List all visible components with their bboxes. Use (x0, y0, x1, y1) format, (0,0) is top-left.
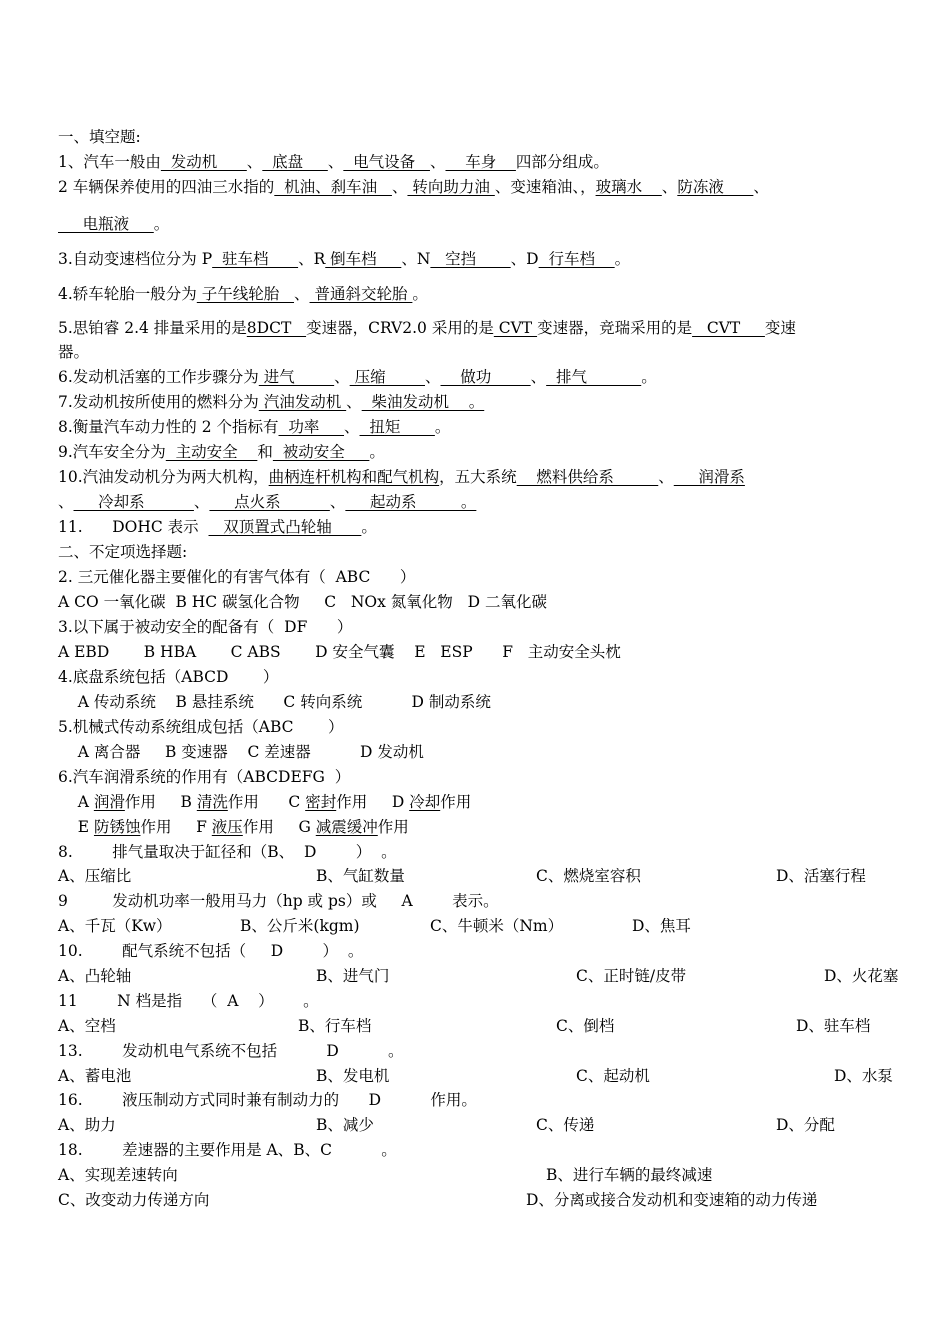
section-title-fill-blank: 一、填空题: (58, 128, 141, 146)
option-a: A、千瓦（Kw） (58, 917, 172, 935)
mc-question-8: 8. 排气量取决于缸径和（B、 D ） 。 (58, 843, 397, 861)
option-d: D、分离或接合发动机和变速箱的动力传递 (526, 1191, 818, 1209)
option-a: A、凸轮轴 (58, 967, 132, 985)
option-c: C、起动机 (576, 1067, 650, 1085)
section-title-multiple-choice: 二、不定项选择题: (58, 543, 188, 561)
option-d: D、驻车档 (796, 1017, 871, 1035)
mc-question-5: 5.机械式传动系统组成包括（ABC ） (58, 718, 344, 736)
option-c: C、改变动力传递方向 (58, 1191, 210, 1209)
mc-question-18: 18. 差速器的主要作用是 A、B、C 。 (58, 1141, 397, 1159)
option-d: D、水泵 (834, 1067, 893, 1085)
question-3: 3.自动变速档位分为 P 驻车档 、R 倒车档 、N 空挡 、D 行车档 。 (58, 250, 631, 268)
option-b: B、公斤米(kgm) (240, 917, 360, 935)
mc-question-10: 10. 配气系统不包括（ D ） 。 (58, 942, 364, 960)
question-1: 1、汽车一般由 发动机 、 底盘 、 电气设备 、 车身 四部分组成。 (58, 153, 609, 171)
option-c: C、燃烧室容积 (536, 867, 641, 885)
question-11-fill: 11. DOHC 表示 双顶置式凸轮轴 。 (58, 518, 377, 536)
option-b: B、减少 (316, 1116, 374, 1134)
option-b: B、进气门 (316, 967, 390, 985)
mc-question-6-options-2: E 防锈蚀作用 F 液压作用 G 减震缓冲作用 (58, 818, 409, 836)
question-7: 7.发动机按所使用的燃料分为 汽油发动机 、 柴油发动机 。 (58, 393, 485, 411)
question-8-fill: 8.衡量汽车动力性的 2 个指标有 功率 、 扭矩 。 (58, 418, 451, 436)
option-b: B、气缸数量 (316, 867, 405, 885)
option-a: A、实现差速转向 (58, 1166, 178, 1184)
option-d: D、分配 (776, 1116, 835, 1134)
question-2: 2 车辆保养使用的四油三水指的 机油、刹车油 、 转向助力油 、变速箱油、，玻璃水 、防冻液 、 (58, 178, 769, 196)
mc-question-5-options: A 离合器 B 变速器 C 差速器 D 发动机 (58, 743, 424, 761)
option-b: B、发电机 (316, 1067, 390, 1085)
option-c: C、正时链/皮带 (576, 967, 687, 985)
mc-question-9: 9 发动机功率一般用马力（hp 或 ps）或 A 表示。 (58, 892, 499, 910)
option-a: A、助力 (58, 1116, 116, 1134)
mc-question-2: 2. 三元催化器主要催化的有害气体有（ ABC ） (58, 568, 416, 586)
question-5: 5.思铂睿 2.4 排量采用的是8DCT 变速器，CRV2.0 采用的是 CVT 变速器，竞瑞采用的是 CVT 变速 (58, 319, 796, 337)
mc-question-4-options: A 传动系统 B 悬挂系统 C 转向系统 D 制动系统 (58, 693, 491, 711)
option-c: C、传递 (536, 1116, 595, 1134)
question-4: 4.轿车轮胎一般分为 子午线轮胎 、 普通斜交轮胎 。 (58, 285, 428, 303)
option-a: A、蓄电池 (58, 1067, 132, 1085)
option-a: A、压缩比 (58, 867, 132, 885)
question-5-continued: 器。 (58, 343, 90, 361)
mc-question-11: 11 N 档是指 （ A ） 。 (58, 992, 319, 1010)
option-b: B、进行车辆的最终减速 (546, 1166, 713, 1184)
question-10-fill: 10.汽油发动机分为两大机构，曲柄连杆机构和配气机构，五大系统 燃料供给系 、 润滑系 (58, 468, 745, 486)
question-9-fill: 9.汽车安全分为 主动安全 和 被动安全 。 (58, 443, 385, 461)
option-d: D、活塞行程 (776, 867, 866, 885)
option-c: C、牛顿米（Nm） (430, 917, 564, 935)
mc-question-4: 4.底盘系统包括（ABCD ） (58, 668, 279, 686)
mc-question-2-options: A CO 一氧化碳 B HC 碳氢化合物 C NOx 氮氧化物 D 二氧化碳 (58, 593, 547, 611)
mc-question-6-options-1: A 润滑作用 B 清洗作用 C 密封作用 D 冷却作用 (58, 793, 472, 811)
question-6: 6.发动机活塞的工作步骤分为 进气 、 压缩 、 做功 、 排气 。 (58, 368, 657, 386)
option-a: A、空档 (58, 1017, 116, 1035)
question-2-continued: 电瓶液 。 (58, 215, 170, 233)
mc-question-16: 16. 液压制动方式同时兼有制动力的 D 作用。 (58, 1091, 477, 1109)
option-d: D、火花塞 (824, 967, 899, 985)
option-c: C、倒档 (556, 1017, 615, 1035)
mc-question-6: 6.汽车润滑系统的作用有（ABCDEFG ） (58, 768, 351, 786)
question-10-continued: 、 冷却系 、 点火系 、 起动系 。 (58, 493, 477, 511)
mc-question-3-options: A EBD B HBA C ABS D 安全气囊 E ESP F 主动安全头枕 (58, 643, 621, 661)
option-b: B、行车档 (298, 1017, 372, 1035)
option-d: D、焦耳 (632, 917, 691, 935)
mc-question-13: 13. 发动机电气系统不包括 D 。 (58, 1042, 404, 1060)
mc-question-3: 3.以下属于被动安全的配备有（ DF ） (58, 618, 353, 636)
